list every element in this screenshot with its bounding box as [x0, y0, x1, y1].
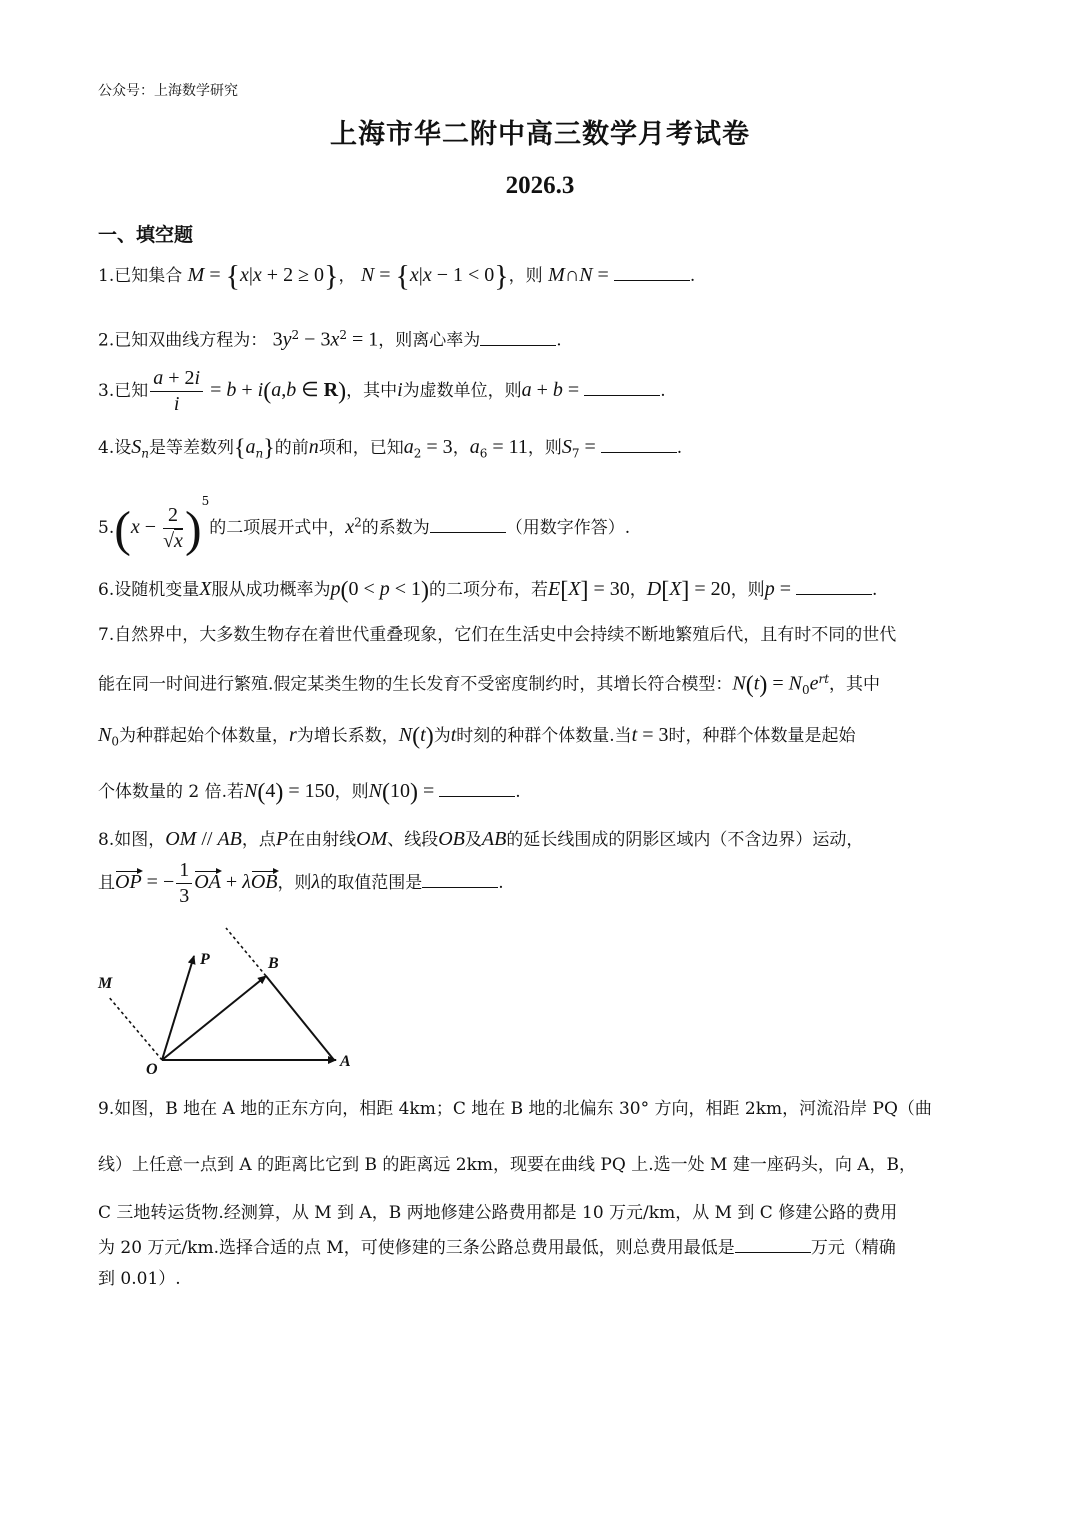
answer-blank: [584, 377, 660, 396]
question-7-line4: 个体数量的 2 倍.若N(4) = 150，则N(10) = .: [98, 779, 521, 806]
exam-title: 上海市华二附中高三数学月考试卷: [330, 119, 750, 150]
answer-blank: [439, 778, 515, 797]
question-9: 9.如图，B 地在 A 地的正东方向，相距 4km；C 地在 B 地的北偏东 30° 方向，相距 2km，河流沿岸 PQ（曲: [98, 1099, 932, 1119]
fraction: $\frac{a + 2i}{i}$: [150, 366, 203, 417]
question-7: 7.自然界中，大多数生物存在着世代重叠现象，它们在生活史中会持续不断地繁殖后代，且有时不同的世代: [98, 625, 897, 645]
answer-blank: [601, 434, 677, 453]
vector-figure: [90, 920, 370, 1080]
fraction: $\frac{1}{3}$: [176, 858, 192, 909]
question-3: 3.已知 $\frac{a + 2i}{i}$ = b + i(a,b ∈ R)，其中i为虚数单位，则a + b = .: [98, 367, 666, 415]
question-2: 2.已知双曲线方程为： $3y^2 - 3x^2 = 1$，则离心率为 .: [98, 328, 562, 351]
answer-blank: [735, 1234, 811, 1253]
question-5: 5.(x − $\frac{2}{√x}$ )$^5$的二项展开式中，$x^2$的系数为 （用数字作答）.: [98, 494, 631, 557]
question-8-line2: 且OP = − $\frac{1}{3}$ OA + λOB，则λ的取值范围是 .: [98, 859, 504, 907]
question-8: 8.如图，OM // AB，点P在由射线OM、线段OB及AB的延长线围成的阴影区域内（不含边界）运动，: [98, 828, 864, 850]
header-note: 公众号：上海数学研究: [98, 83, 238, 99]
answer-blank: [430, 514, 506, 533]
question-1: 1.已知集合 M = {x|x + 2 ≥ 0}， N = {x|x − 1 < 0}，则 M∩N = .: [98, 259, 696, 293]
q1-prefix: 1.已知集合: [98, 266, 183, 286]
label-a: A: [340, 1053, 351, 1070]
question-9-line4: 为 20 万元/km.选择合适的点 M，可使修建的三条公路总费用最低，则总费用最低是 万元（精确: [98, 1234, 983, 1261]
question-7-line3: $N_0$为种群起始个体数量，r为增长系数，N(t)为t时刻的种群个体数量.当t = 3时，种群个体数量是起始: [98, 723, 856, 750]
question-9-line5: 到 0.01）.: [98, 1269, 181, 1289]
answer-blank: [796, 576, 872, 595]
question-9-line3: C 三地转运货物.经测算，从 M 到 A，B 两地修建公路费用都是 10 万元/km，从 M 到 C 修建公路的费用: [98, 1203, 898, 1223]
vector-op: [162, 956, 194, 1060]
exam-date: 2026.3: [505, 172, 575, 199]
label-m: M: [98, 975, 113, 992]
ray-om: [108, 996, 162, 1060]
ab-extension: [226, 928, 266, 976]
section-title: 一、填空题: [98, 224, 194, 246]
question-9-line2: 线）上任意一点到 A 的距离比它到 B 的距离远 2km，现要在曲线 PQ 上.选一处 M 建一座码头，向 A，B，: [98, 1155, 916, 1175]
label-b: B: [268, 955, 279, 972]
segment-ba: [266, 976, 334, 1060]
answer-blank: [480, 327, 556, 346]
answer-blank: [614, 262, 690, 281]
label-p: P: [200, 951, 210, 968]
question-7-line2: 能在同一时间进行繁殖.假定某类生物的生长发育不受密度制约时，其增长符合模型：$N(t) = N_0e^{rt}$，其中: [98, 672, 881, 699]
question-6: 6.设随机变量X服从成功概率为p(0 < p < 1)的二项分布，若E[X] = 30，D[X] = 20，则p = .: [98, 577, 878, 604]
vector-ob: [162, 976, 266, 1060]
label-o: O: [146, 1061, 158, 1078]
question-4: 4.设$S_n$是等差数列$\{a_n\}$的前n项和，已知$a_2 = 3$，$a_6 = 11$，则$S_7$ = .: [98, 435, 683, 462]
answer-blank: [422, 869, 498, 888]
fraction: $\frac{2}{√x}$: [163, 504, 183, 552]
